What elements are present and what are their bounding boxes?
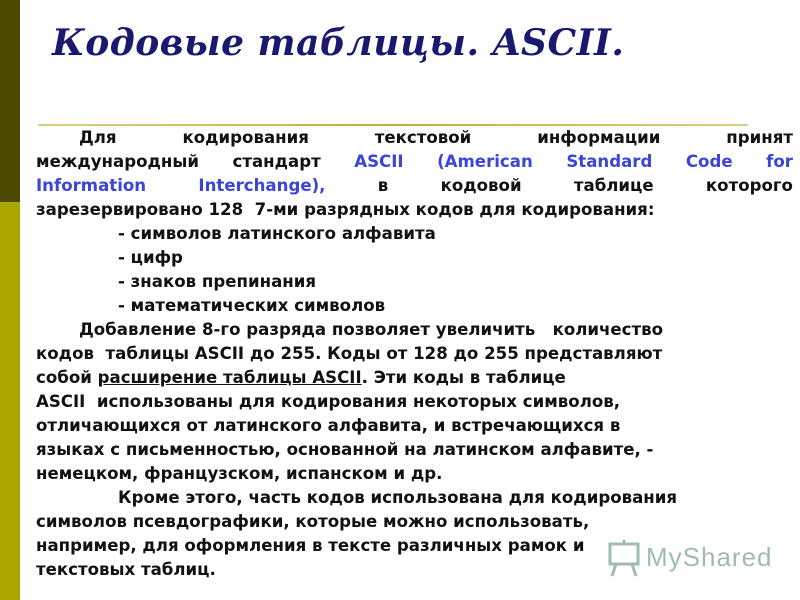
word: кодовой bbox=[440, 176, 522, 195]
watermark bbox=[606, 538, 773, 578]
text-fragment: . Эти коды в таблице bbox=[361, 368, 566, 387]
bullet-item: - цифр bbox=[118, 248, 183, 267]
ascii-extension-link[interactable]: расширение таблицы ASCII bbox=[97, 368, 362, 387]
paragraph-3-line: Кроме этого, часть кодов использована для кодирования bbox=[118, 488, 678, 507]
watermark-text: MyShared bbox=[646, 542, 773, 572]
word: международный bbox=[36, 152, 199, 171]
paragraph-2-line: ASCII использованы для кодирования некоторых символов, bbox=[36, 392, 621, 411]
paragraph-2-line: немецком, французском, испанском и др. bbox=[36, 464, 443, 483]
presentation-board-icon bbox=[606, 538, 642, 578]
word: стандарт bbox=[232, 152, 321, 171]
sidebar-accent-light bbox=[0, 202, 20, 600]
bullet-item: - знаков препинания bbox=[118, 272, 317, 291]
slide-body bbox=[36, 126, 793, 582]
word: принят bbox=[726, 128, 793, 147]
word: Для bbox=[79, 128, 117, 147]
bullet-item: - математических символов bbox=[118, 296, 386, 315]
paragraph-2-line: языках с письменностью, основанной на латинском алфавите, - bbox=[36, 440, 654, 459]
word: кодирования bbox=[182, 128, 309, 147]
paragraph-2-line bbox=[36, 366, 793, 390]
body-line-3 bbox=[36, 174, 793, 198]
paragraph-3-line: текстовых таблиц. bbox=[36, 560, 216, 579]
word: которого bbox=[705, 176, 793, 195]
sidebar-accent-dark bbox=[0, 0, 20, 202]
word: в bbox=[377, 176, 389, 195]
paragraph-2-line: кодов таблицы ASCII до 255. Коды от 128 до 255 представляют bbox=[36, 344, 663, 363]
body-line-4: зарезервировано 128 7-ми разрядных кодов для кодирования: bbox=[36, 200, 655, 219]
word: информации bbox=[537, 128, 661, 147]
ascii-expansion-word: Standard bbox=[566, 152, 653, 171]
ascii-expansion-word: (American bbox=[437, 152, 533, 171]
text-fragment: собой bbox=[36, 368, 98, 387]
ascii-expansion-word: for bbox=[766, 152, 793, 171]
paragraph-3-line: например, для оформления в тексте различных рамок и bbox=[36, 536, 585, 555]
word: таблице bbox=[573, 176, 654, 195]
paragraph-3-line: символов псевдографики, которые можно использовать, bbox=[36, 512, 590, 531]
body-line-1 bbox=[36, 126, 793, 150]
body-line-2 bbox=[36, 150, 793, 174]
slide-title: Кодовые таблицы. ASCII. bbox=[52, 22, 625, 64]
ascii-expansion-word: Information bbox=[36, 176, 147, 195]
word: текстовой bbox=[374, 128, 472, 147]
bullet-item: - символов латинского алфавита bbox=[118, 224, 436, 243]
paragraph-2-line: Добавление 8-го разряда позволяет увеличить количество bbox=[79, 320, 664, 339]
ascii-expansion-word: Code bbox=[685, 152, 733, 171]
paragraph-2-line: отличающихся от латинского алфавита, и встречающихся в bbox=[36, 416, 621, 435]
ascii-expansion-word: Interchange), bbox=[198, 176, 326, 195]
ascii-term: ASCII bbox=[354, 152, 404, 171]
